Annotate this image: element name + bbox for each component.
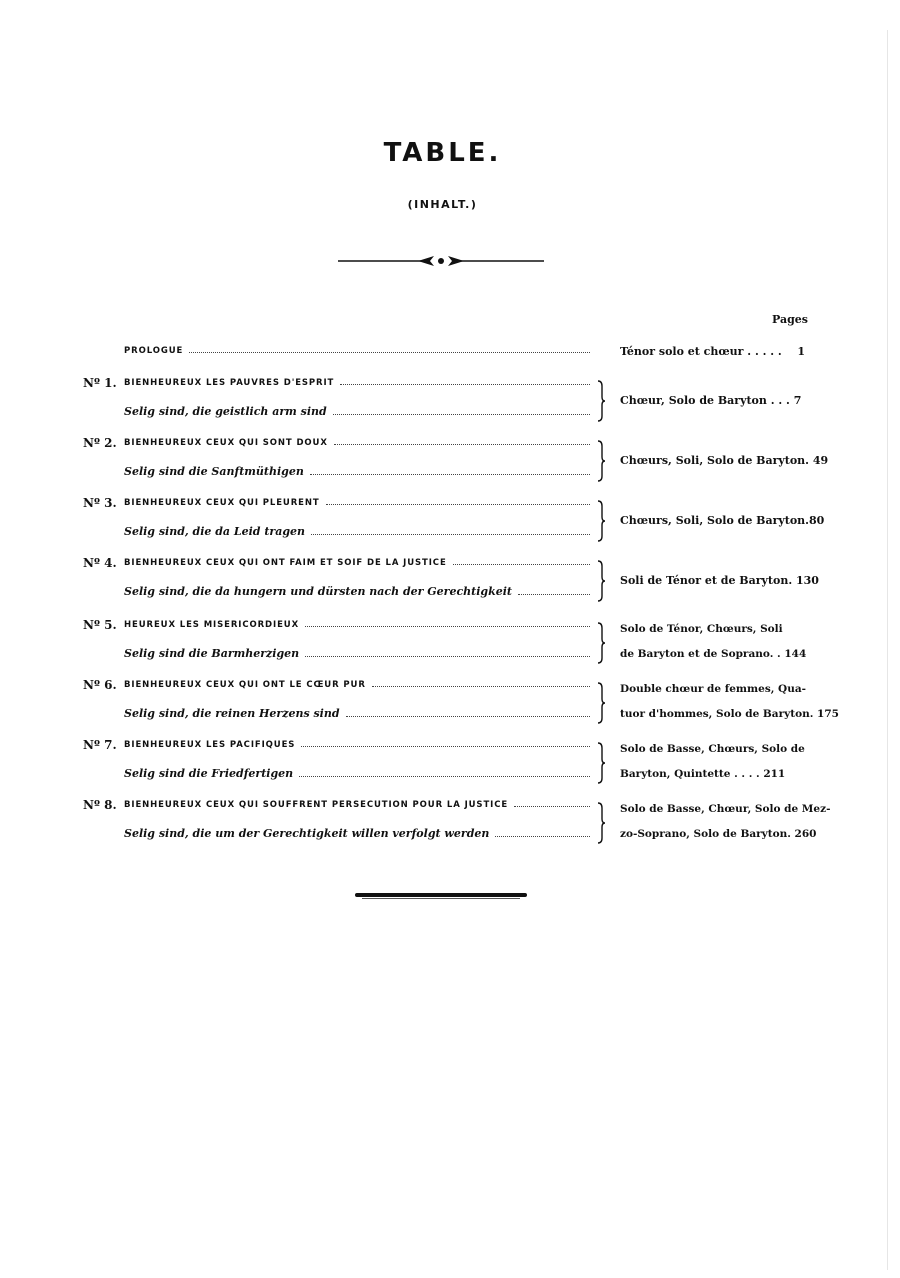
entry-number: Nº 6. [83, 678, 117, 692]
entry-description-line: zo-Soprano, Solo de Baryton. 260 [620, 828, 817, 840]
entry-french-line [124, 438, 596, 454]
entry-description [620, 797, 831, 847]
curly-brace-icon [596, 560, 606, 602]
leader-dots [305, 625, 590, 627]
entry-french-title: BIENHEUREUX CEUX QUI ONT FAIM ET SOIF DE LA JUSTICE [124, 558, 447, 568]
entry-description-line: de Baryton et de Soprano. . 144 [620, 648, 807, 660]
entry-german-line [124, 405, 596, 423]
entry-french-line [124, 620, 596, 636]
curly-brace-icon [596, 500, 606, 542]
table-row [0, 738, 900, 786]
curly-brace-icon [596, 380, 606, 422]
leader-dots [305, 655, 590, 657]
leader-dots [372, 685, 590, 687]
entry-number: Nº 3. [83, 496, 117, 510]
entry-german-title: Selig sind, die da hungern und dürsten nach der Gerechtigkeit [124, 585, 512, 598]
bottom-rule [355, 893, 527, 897]
entry-french-line [124, 740, 596, 756]
curly-brace-icon [596, 622, 606, 664]
table-row [0, 618, 900, 666]
entry-french-line [124, 378, 596, 394]
entry-description-line: Solo de Basse, Chœurs, Solo de [620, 743, 805, 755]
entry-number: Nº 4. [83, 556, 117, 570]
entry-description [620, 677, 839, 727]
entry-description [620, 737, 815, 787]
entry-description [620, 448, 829, 473]
curly-brace-icon [596, 682, 606, 724]
entry-french-title: BIENHEUREUX CEUX QUI ONT LE CŒUR PUR [124, 680, 366, 690]
prologue-desc-text: Ténor solo et chœur . . . . . [620, 345, 782, 358]
prologue-page: 1 [797, 345, 805, 358]
leader-dots [189, 351, 590, 353]
entry-french-line [124, 558, 596, 574]
entry-french-line [124, 498, 596, 514]
leader-dots [340, 383, 590, 385]
entry-number: Nº 2. [83, 436, 117, 450]
leader-dots [299, 775, 590, 777]
entry-description-line: tuor d'hommes, Solo de Baryton. 175 [620, 708, 839, 720]
entry-german-title: Selig sind die Friedfertigen [124, 767, 294, 780]
curly-brace-icon [596, 742, 606, 784]
bottom-rule-thin [362, 898, 520, 899]
entry-french-line [124, 680, 596, 696]
entry-german-title: Selig sind die Barmherzigen [124, 647, 300, 660]
prologue-description [620, 339, 805, 364]
leader-dots [310, 473, 590, 475]
entry-description-line: Chœurs, Soli, Solo de Baryton.80 [620, 514, 825, 527]
entry-description-line: Double chœur de femmes, Qua- [620, 683, 806, 695]
entry-german-title: Selig sind, die reinen Herzens sind [124, 707, 340, 720]
leader-dots [326, 503, 590, 505]
entry-description [620, 568, 819, 593]
leader-dots [301, 745, 590, 747]
entry-german-title: Selig sind, die geistlich arm sind [124, 405, 327, 418]
leader-dots [334, 443, 590, 445]
entry-french-title: BIENHEUREUX LES PACIFIQUES [124, 740, 296, 750]
entry-french-title: BIENHEUREUX CEUX QUI PLEURENT [124, 498, 320, 508]
entry-french-title: HEUREUX LES MISÉRICORDIEUX [124, 620, 300, 630]
entry-description-line: Chœur, Solo de Baryton . . . 7 [620, 394, 802, 407]
leader-dots [518, 593, 590, 595]
entry-description [620, 388, 815, 413]
prologue-title: PROLOGUE [124, 346, 184, 356]
prologue-row [0, 344, 900, 368]
entry-german-title: Selig sind, die da Leid tragen [124, 525, 306, 538]
entry-description-line: Chœurs, Soli, Solo de Baryton. 49 [620, 454, 829, 467]
entry-french-title: BIENHEUREUX CEUX QUI SONT DOUX [124, 438, 328, 448]
entry-french-line [124, 800, 596, 816]
page-title: TABLE. [383, 138, 502, 168]
entry-number: Nº 7. [83, 738, 117, 752]
entry-german-line [124, 525, 596, 543]
entry-description [620, 617, 815, 667]
entry-german-line [124, 647, 596, 665]
leader-dots [333, 413, 590, 415]
entry-german-line [124, 767, 596, 785]
entry-german-line [124, 585, 596, 603]
leader-dots [346, 715, 590, 717]
entry-german-line [124, 707, 596, 725]
leader-dots [311, 533, 590, 535]
table-row [0, 376, 900, 424]
pages-column-label: Pages [772, 313, 808, 326]
entry-german-title: Selig sind die Sanftmüthigen [124, 465, 304, 478]
entry-german-title: Selig sind, die um der Gerechtigkeit willen verfolgt werden [124, 827, 490, 840]
prologue-title-line [124, 346, 596, 362]
table-row [0, 556, 900, 604]
entry-description [620, 508, 825, 533]
entry-description-line: Baryton, Quintette . . . . 211 [620, 768, 786, 780]
page-subtitle: (INHALT.) [407, 198, 478, 211]
curly-brace-icon [596, 802, 606, 844]
leader-dots [453, 563, 590, 565]
entry-german-line [124, 465, 596, 483]
entry-description-line: Soli de Ténor et de Baryton. 130 [620, 574, 819, 587]
entry-french-title: BIENHEUREUX CEUX QUI SOUFFRENT PERSÉCUTION POUR LA JUSTICE [124, 800, 509, 810]
table-row [0, 496, 900, 544]
table-row [0, 678, 900, 726]
entry-description-line: Solo de Basse, Chœur, Solo de Mez- [620, 803, 831, 815]
entry-description-line: Solo de Ténor, Chœurs, Soli [620, 623, 783, 635]
ornament-divider-icon [338, 254, 544, 268]
entry-number: Nº 1. [83, 376, 117, 390]
curly-brace-icon [596, 440, 606, 482]
entry-number: Nº 5. [83, 618, 117, 632]
entry-french-title: BIENHEUREUX LES PAUVRES D'ESPRIT [124, 378, 335, 388]
entry-number: Nº 8. [83, 798, 117, 812]
entry-german-line [124, 827, 596, 845]
table-row [0, 436, 900, 484]
leader-dots [514, 805, 590, 807]
table-row [0, 798, 900, 846]
leader-dots [495, 835, 590, 837]
